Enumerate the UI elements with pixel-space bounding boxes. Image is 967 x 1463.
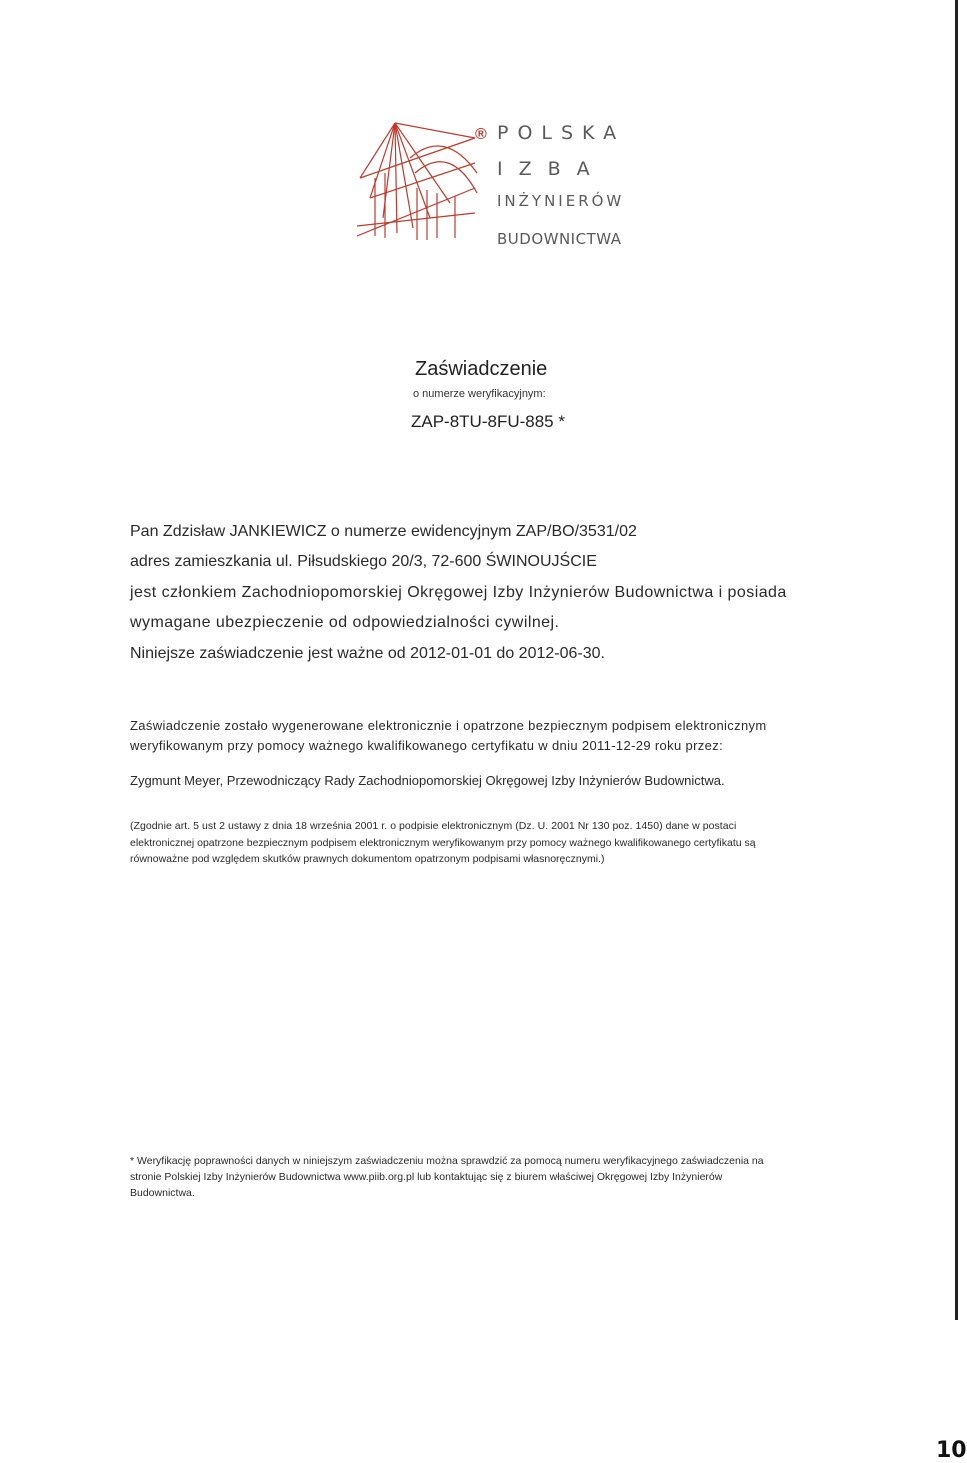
insurance-line: wymagane ubezpieczenie od odpowiedzialności cywilnej. — [130, 614, 560, 631]
registered-icon: ® — [475, 126, 487, 143]
address-line: adres zamieszkania ul. Piłsudskiego 20/3, 72-600 ŚWINOUJŚCIE — [130, 553, 597, 570]
legal-note-line-2: elektronicznej opatrzone bezpiecznym podpisem elektronicznym weryfikowanym przy pomocy ważnego kwalifikowanego certyfikatu są — [130, 837, 756, 849]
footnote-line-3: Budownictwa. — [130, 1187, 195, 1199]
certificate-title: Zaświadczenie — [415, 358, 548, 380]
generated-note-line-1: Zaświadczenie zostało wygenerowane elektronicznie i opatrzone bezpiecznym podpisem elektronicznym — [130, 718, 767, 733]
member-name-line: Pan Zdzisław JANKIEWICZ o numerze ewidencyjnym ZAP/BO/3531/02 — [130, 523, 637, 540]
logo-text-inzynierow: INŻYNIERÓW — [497, 192, 625, 210]
logo-text-izba: IZBA — [497, 158, 606, 180]
legal-note-line-1: (Zgodnie art. 5 ust 2 ustawy z dnia 18 września 2001 r. o podpisie elektronicznym (Dz. U. 2001 Nr 130 poz. 1450) dane w postaci — [130, 820, 737, 832]
logo-text-budownictwa: BUDOWNICTWA — [497, 230, 622, 248]
verification-code: ZAP-8TU-8FU-885 * — [411, 412, 565, 431]
page-number: 10 — [936, 1438, 967, 1463]
signatory-line: Zygmunt Meyer, Przewodniczący Rady Zachodniopomorskiej Okręgowej Izby Inżynierów Budownictwa. — [130, 773, 725, 788]
generated-note-line-2: weryfikowanym przy pomocy ważnego kwalifikowanego certyfikatu w dniu 2011-12-29 roku przez: — [130, 738, 724, 753]
piib-logo — [355, 118, 645, 258]
legal-note-line-3: równoważne pod względem skutków prawnych dokumentom opatrzonym podpisami własnoręcznymi.) — [130, 853, 605, 865]
footnote-line-2: stronie Polskiej Izby Inżynierów Budownictwa www.piib.org.pl lub kontaktując się z biurem właściwej Okręgowej Izby Inżynierów — [130, 1171, 723, 1183]
bridge-logo-icon — [355, 118, 480, 243]
certificate-subtitle: o numerze weryfikacyjnym: — [413, 388, 546, 400]
validity-line: Niniejsze zaświadczenie jest ważne od 2012-01-01 do 2012-06-30. — [130, 645, 605, 662]
page-edge — [955, 0, 958, 1320]
footnote-line-1: * Weryfikację poprawności danych w niniejszym zaświadczeniu można sprawdzić za pomocą numeru weryfikacyjnego zaświadczenia na — [130, 1155, 764, 1167]
logo-text-polska: POLSKA — [497, 122, 626, 144]
membership-line: jest członkiem Zachodniopomorskiej Okręgowej Izby Inżynierów Budownictwa i posiada — [130, 584, 787, 601]
